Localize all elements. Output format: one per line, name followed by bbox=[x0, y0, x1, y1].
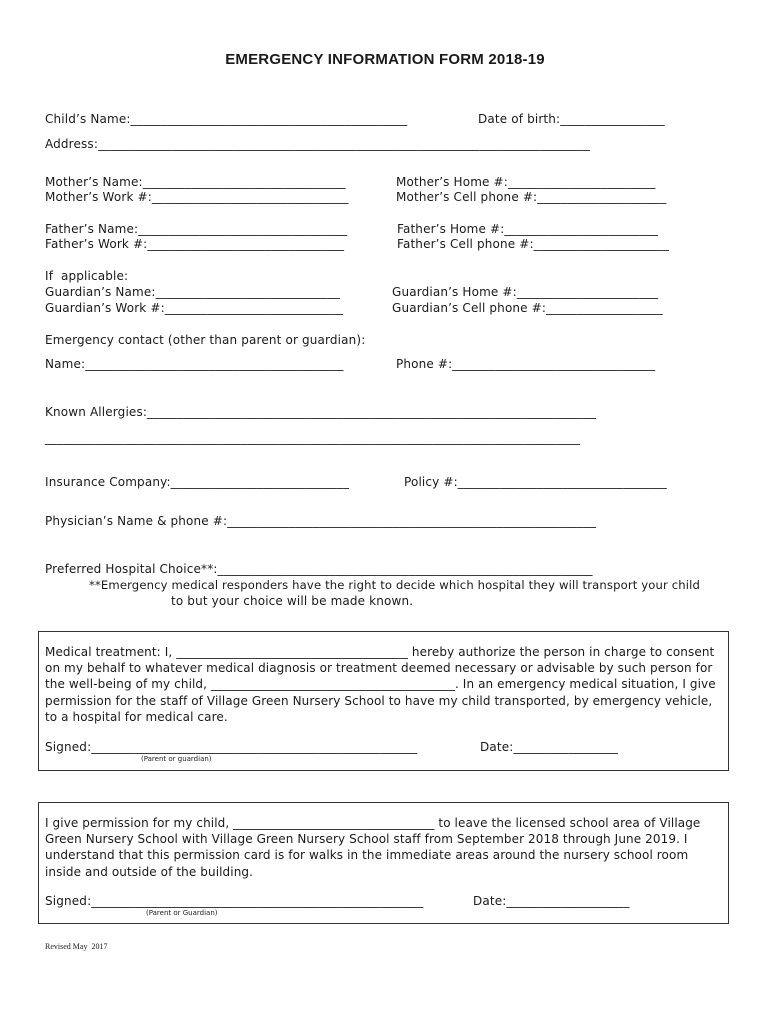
walks-date-field[interactable]: Date:____________________ bbox=[473, 894, 630, 908]
medical-signed-field[interactable]: Signed:_____________________________________________________ bbox=[45, 740, 418, 754]
guardians-home-field[interactable]: Guardian’s Home #:_______________________ bbox=[392, 285, 659, 299]
revised-date: Revised May 2017 bbox=[45, 942, 108, 951]
guardians-work-field[interactable]: Guardian’s Work #:_____________________________ bbox=[45, 301, 344, 315]
physician-field[interactable]: Physician’s Name & phone #:____________________________________________________________ bbox=[45, 514, 597, 528]
medical-date-field[interactable]: Date:_________________ bbox=[480, 740, 619, 754]
guardians-cell-field[interactable]: Guardian’s Cell phone #:___________________ bbox=[392, 301, 663, 315]
date-of-birth-field[interactable]: Date of birth:_________________ bbox=[478, 112, 665, 126]
preferred-hospital-field[interactable]: Preferred Hospital Choice**:_____________________________________________________________ bbox=[45, 562, 593, 576]
emergency-contact-heading: Emergency contact (other than parent or guardian): bbox=[45, 333, 366, 347]
fathers-home-field[interactable]: Father’s Home #:_________________________ bbox=[397, 222, 659, 236]
insurance-company-field[interactable]: Insurance Company:_____________________________ bbox=[45, 475, 349, 489]
fathers-name-field[interactable]: Father’s Name:__________________________________ bbox=[45, 222, 348, 236]
hospital-note-line-2: to but your choice will be made known. bbox=[171, 594, 414, 608]
medical-signer-note: (Parent or guardian) bbox=[141, 755, 212, 763]
fathers-work-field[interactable]: Father’s Work #:________________________________ bbox=[45, 237, 345, 251]
medical-treatment-text: Medical treatment: I, ______________________________________ hereby authorize the person in charge to consent on my behalf to whatever medical diagnosis or treatment deemed necessary or advisable by such person for the well-being of my child, ________________________________________. In an emergency medical situation, I give permission for the staff of Village Green Nursery School to have my child transported, by emergency vehicle, to a hospital for medical care. bbox=[45, 645, 716, 724]
known-allergies-field[interactable]: Known Allergies:_________________________________________________________________________ bbox=[45, 405, 597, 419]
mothers-home-field[interactable]: Mother’s Home #:________________________ bbox=[396, 175, 656, 189]
walks-signer-note: (Parent or Guardian) bbox=[146, 909, 218, 917]
childs-name-field[interactable]: Child’s Name:_____________________________________________ bbox=[45, 112, 408, 126]
mothers-cell-field[interactable]: Mother’s Cell phone #:_____________________ bbox=[396, 190, 667, 204]
walks-signed-field[interactable]: Signed:______________________________________________________ bbox=[45, 894, 424, 908]
allergies-line-2[interactable]: _______________________________________________________________________________________ bbox=[45, 431, 581, 445]
form-title: EMERGENCY INFORMATION FORM 2018-19 bbox=[225, 51, 545, 68]
address-field[interactable]: Address:________________________________________________________________________________ bbox=[45, 137, 591, 151]
walks-permission-text: I give permission for my child, _________________________________ to leave the licensed school area of Village Green Nursery School with Village Green Nursery School staff from September 2018 through June 2019. I understand that this permission card is for walks in the immediate areas around the nursery school room inside and outside of the building. bbox=[45, 816, 701, 879]
fathers-cell-field[interactable]: Father’s Cell phone #:______________________ bbox=[397, 237, 669, 251]
emergency-contact-name-field[interactable]: Name:__________________________________________ bbox=[45, 357, 344, 371]
policy-number-field[interactable]: Policy #:__________________________________ bbox=[404, 475, 667, 489]
if-applicable-label: If applicable: bbox=[45, 269, 129, 283]
guardians-name-field[interactable]: Guardian’s Name:______________________________ bbox=[45, 285, 341, 299]
mothers-work-field[interactable]: Mother’s Work #:________________________________ bbox=[45, 190, 349, 204]
emergency-contact-phone-field[interactable]: Phone #:_________________________________ bbox=[396, 357, 656, 371]
hospital-note-line-1: **Emergency medical responders have the right to decide which hospital they will transport your child bbox=[89, 578, 701, 592]
mothers-name-field[interactable]: Mother’s Name:_________________________________ bbox=[45, 175, 346, 189]
